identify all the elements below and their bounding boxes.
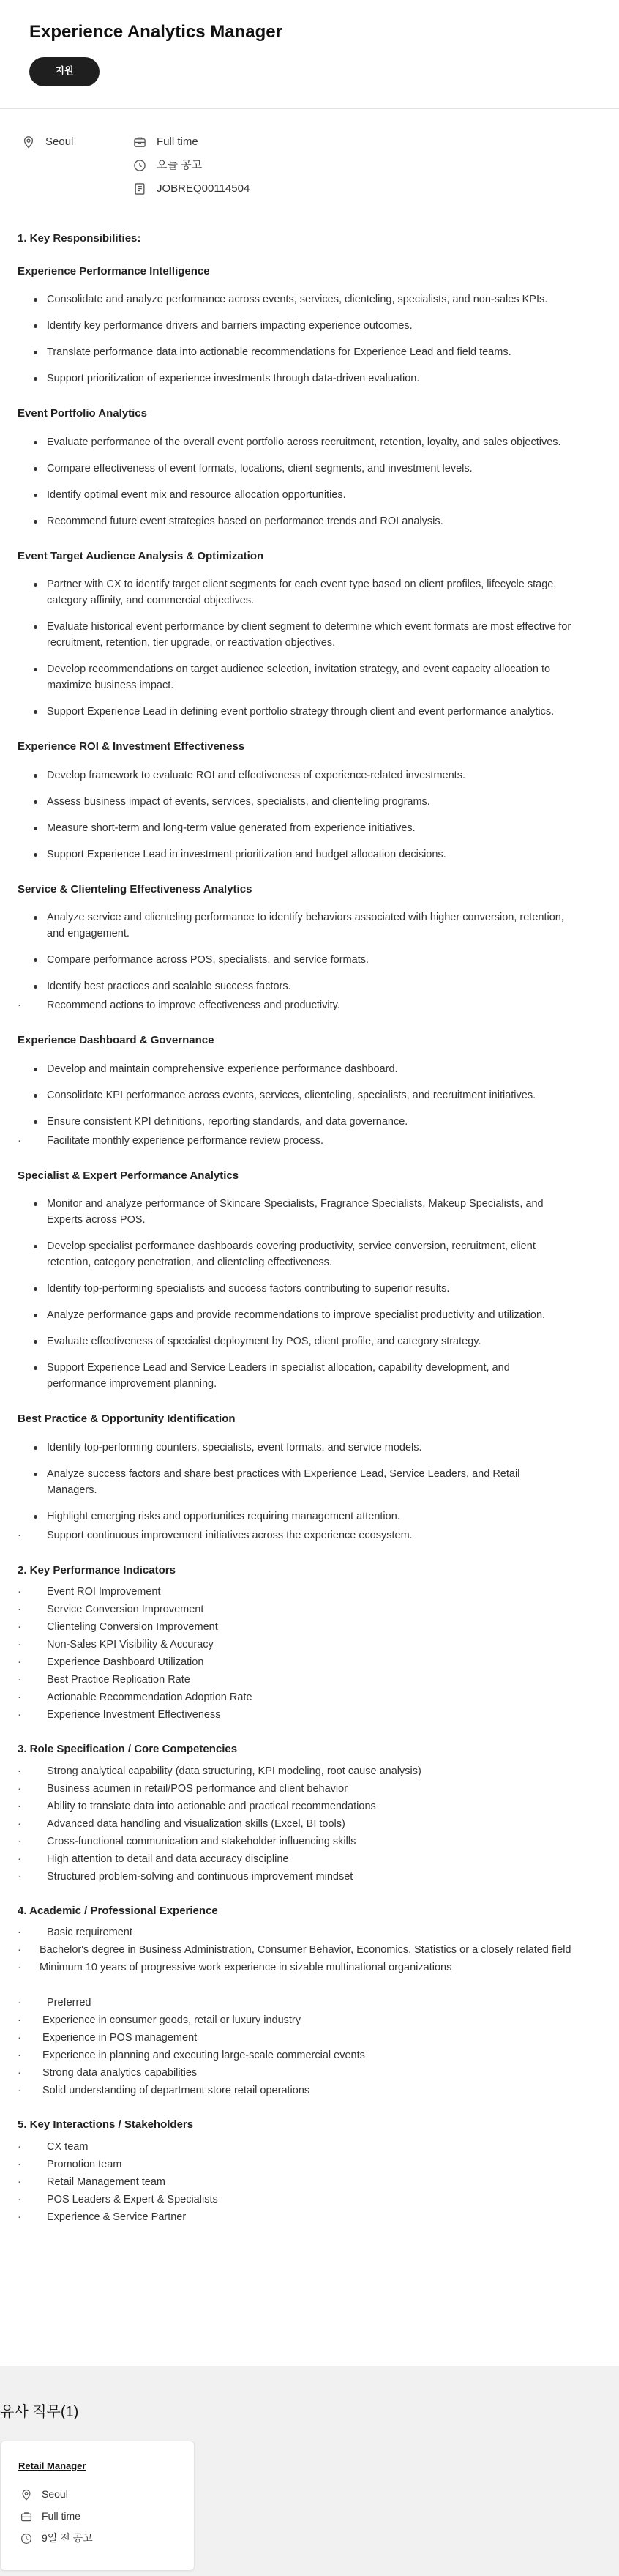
role-heading: 3. Role Specification / Core Competencies [18, 1743, 238, 1755]
list-item: · Strong analytical capability (data structuring, KPI modeling, root cause analysis) [18, 1762, 601, 1780]
location-pin-icon [20, 134, 37, 150]
list-item: Support Experience Lead and Service Leaders in specialist allocation, capability development, and performance improvement planning. [47, 1360, 601, 1392]
location-pin-icon [18, 2487, 34, 2503]
job-description [0, 109, 619, 2366]
preferred-label: · Preferred [18, 1994, 601, 2011]
similar-job-title-link[interactable]: Retail Manager [18, 2460, 86, 2471]
list-item: Support Experience Lead in defining event portfolio strategy through client and event performance analytics. [47, 704, 601, 720]
similar-job-posted: 9일 전 공고 [18, 2531, 176, 2547]
responsibility-list [18, 909, 601, 994]
list-item: Analyze success factors and share best practices with Experience Lead, Service Leaders, and Retail Managers. [47, 1466, 601, 1498]
list-item: · Experience Investment Effectiveness [18, 1706, 601, 1724]
responsibility-list [18, 1061, 601, 1130]
req-id-meta [132, 181, 250, 197]
role-list [18, 1762, 601, 1886]
employment-type-meta [132, 134, 250, 150]
similar-jobs-heading: 유사 직무(1) [0, 2404, 79, 2420]
list-item: · CX team [18, 2138, 601, 2156]
responsibility-group-title: Event Portfolio Analytics [18, 407, 147, 420]
list-item: · Best Practice Replication Rate [18, 1671, 601, 1689]
list-item: · Ability to translate data into actionable and practical recommendations [18, 1798, 601, 1815]
job-meta [18, 134, 601, 204]
list-item: · Support continuous improvement initiatives across the experience ecosystem. [18, 1527, 601, 1544]
posted-meta [132, 157, 250, 174]
list-item: Compare effectiveness of event formats, locations, client segments, and investment levels. [47, 461, 601, 477]
clock-icon [18, 2531, 34, 2547]
responsibility-group-title: Experience Performance Intelligence [18, 264, 210, 278]
responsibility-group-title: Experience Dashboard & Governance [18, 1034, 214, 1046]
list-item: · Clienteling Conversion Improvement [18, 1618, 601, 1636]
list-item: Identify best practices and scalable success factors. [47, 978, 601, 994]
list-item: · Promotion team [18, 2156, 601, 2173]
responsibility-list [18, 291, 601, 387]
list-item: · Structured problem-solving and continuous improvement mindset [18, 1868, 601, 1886]
list-item: Develop specialist performance dashboards covering productivity, service conversion, recruitment, client retention, category penetration, and clienteling effectiveness. [47, 1238, 601, 1270]
list-item: Support prioritization of experience investments through data-driven evaluation. [47, 371, 601, 387]
list-item: · Actionable Recommendation Adoption Rate [18, 1689, 601, 1706]
list-item: Analyze service and clienteling performance to identify behaviors associated with higher conversion, retention, and engagement. [47, 909, 601, 942]
list-item: · Experience in planning and executing large-scale commercial events [18, 2047, 601, 2064]
responsibility-list [18, 1440, 601, 1525]
list-item: · Facilitate monthly experience performance review process. [18, 1133, 601, 1149]
req-id-text: JOBREQ00114504 [157, 182, 250, 195]
list-item: Evaluate effectiveness of specialist deployment by POS, client profile, and category strategy. [47, 1333, 601, 1350]
employment-type-text: Full time [157, 135, 198, 148]
kpi-list [18, 1583, 601, 1724]
basic-item: · Bachelor's degree in Business Administration, Consumer Behavior, Economics, Statistics or a closely related field [18, 1941, 601, 1959]
list-item: · Solid understanding of department store retail operations [18, 2082, 601, 2099]
kpi-heading: 2. Key Performance Indicators [18, 1563, 176, 1577]
academic-heading: 4. Academic / Professional Experience [18, 1904, 218, 1917]
list-item: Consolidate KPI performance across events, services, clienteling, specialists, and recruitment initiatives. [47, 1087, 601, 1103]
list-item: · Service Conversion Improvement [18, 1601, 601, 1618]
academic-preferred [18, 1994, 601, 2011]
list-item: · Retail Management team [18, 2173, 601, 2191]
briefcase-icon [132, 134, 148, 150]
clock-icon [132, 157, 148, 174]
basic-requirement-label: · Basic requirement [18, 1924, 601, 1941]
list-item: Identify key performance drivers and barriers impacting experience outcomes. [47, 318, 601, 334]
list-item: Partner with CX to identify target client segments for each event type based on client profiles, lifecycle stage, category affinity, and commercial objectives. [47, 576, 601, 608]
job-title: Experience Analytics Manager [29, 22, 282, 42]
similar-job-location: Seoul [18, 2487, 176, 2503]
responsibility-list [18, 576, 601, 720]
location-meta [20, 134, 132, 150]
list-item: Develop and maintain comprehensive experience performance dashboard. [47, 1061, 601, 1077]
list-item: · Event ROI Improvement [18, 1583, 601, 1601]
list-item: Evaluate historical event performance by client segment to determine which event formats are most effective for recruitment, retention, tier upgrade, or reactivation objectives. [47, 619, 601, 651]
list-item: · Non-Sales KPI Visibility & Accuracy [18, 1636, 601, 1653]
responsibility-list [18, 767, 601, 863]
briefcase-icon [18, 2509, 34, 2525]
list-item: · Cross-functional communication and stakeholder influencing skills [18, 1833, 601, 1850]
responsibility-group-title: Service & Clienteling Effectiveness Analytics [18, 882, 252, 896]
list-item: · Business acumen in retail/POS performance and client behavior [18, 1780, 601, 1798]
responsibility-group-title: Experience ROI & Investment Effectiveness [18, 740, 245, 753]
similar-job-type: Full time [18, 2509, 176, 2525]
list-item: Compare performance across POS, specialists, and service formats. [47, 952, 601, 968]
similar-jobs-section [0, 2401, 619, 2571]
similar-job-card[interactable] [0, 2441, 195, 2571]
list-item: · Strong data analytics capabilities [18, 2064, 601, 2082]
location-text: Seoul [45, 135, 74, 148]
apply-button[interactable]: 지원 [29, 57, 100, 86]
responsibility-group-title: Specialist & Expert Performance Analytics [18, 1169, 239, 1182]
list-item: Assess business impact of events, services, specialists, and clienteling programs. [47, 794, 601, 810]
list-item: · Experience Dashboard Utilization [18, 1653, 601, 1671]
list-item: Ensure consistent KPI definitions, reporting standards, and data governance. [47, 1114, 601, 1130]
list-item: · Experience in POS management [18, 2029, 601, 2047]
list-item: · POS Leaders & Expert & Specialists [18, 2191, 601, 2208]
responsibility-list [18, 1196, 601, 1392]
list-item: · Advanced data handling and visualization skills (Excel, BI tools) [18, 1815, 601, 1833]
interactions-heading: 5. Key Interactions / Stakeholders [18, 2118, 194, 2131]
interactions-list [18, 2138, 601, 2226]
list-item: Measure short-term and long-term value generated from experience initiatives. [47, 820, 601, 836]
list-item: Develop recommendations on target audience selection, invitation strategy, and event capacity allocation to maximize business impact. [47, 661, 601, 693]
list-item: · Recommend actions to improve effectiveness and productivity. [18, 997, 601, 1013]
list-item: Consolidate and analyze performance across events, services, clienteling, specialists, and non-sales KPIs. [47, 291, 601, 308]
document-icon [132, 181, 148, 197]
list-item: Identify top-performing specialists and success factors contributing to superior results. [47, 1281, 601, 1297]
list-item: · Experience & Service Partner [18, 2208, 601, 2226]
list-item: Monitor and analyze performance of Skincare Specialists, Fragrance Specialists, Makeup Specialists, and Experts across POS. [47, 1196, 601, 1228]
academic-basic [18, 1924, 601, 1976]
list-item: Recommend future event strategies based on performance trends and ROI analysis. [47, 513, 601, 529]
responsibility-group-title: Event Target Audience Analysis & Optimization [18, 549, 264, 562]
list-item: · High attention to detail and data accuracy discipline [18, 1850, 601, 1868]
posted-text: 오늘 공고 [157, 158, 203, 171]
basic-item: · Minimum 10 years of progressive work experience in sizable multinational organizations [18, 1959, 601, 1976]
preferred-list [18, 2011, 601, 2099]
list-item: Identify top-performing counters, specialists, event formats, and service models. [47, 1440, 601, 1456]
job-header [0, 0, 619, 109]
list-item: Evaluate performance of the overall event portfolio across recruitment, retention, loyalty, and sales objectives. [47, 434, 601, 450]
responsibility-group-title: Best Practice & Opportunity Identification [18, 1412, 236, 1425]
list-item: Highlight emerging risks and opportunities requiring management attention. [47, 1508, 601, 1525]
key-responsibilities-heading: 1. Key Responsibilities: [18, 232, 141, 245]
list-item: Support Experience Lead in investment prioritization and budget allocation decisions. [47, 846, 601, 863]
responsibility-groups [18, 264, 601, 1544]
list-item: · Experience in consumer goods, retail or luxury industry [18, 2011, 601, 2029]
responsibility-list [18, 434, 601, 529]
list-item: Translate performance data into actionable recommendations for Experience Lead and field teams. [47, 344, 601, 360]
list-item: Develop framework to evaluate ROI and effectiveness of experience-related investments. [47, 767, 601, 783]
list-item: Identify optimal event mix and resource allocation opportunities. [47, 487, 601, 503]
list-item: Analyze performance gaps and provide recommendations to improve specialist productivity and utilization. [47, 1307, 601, 1323]
